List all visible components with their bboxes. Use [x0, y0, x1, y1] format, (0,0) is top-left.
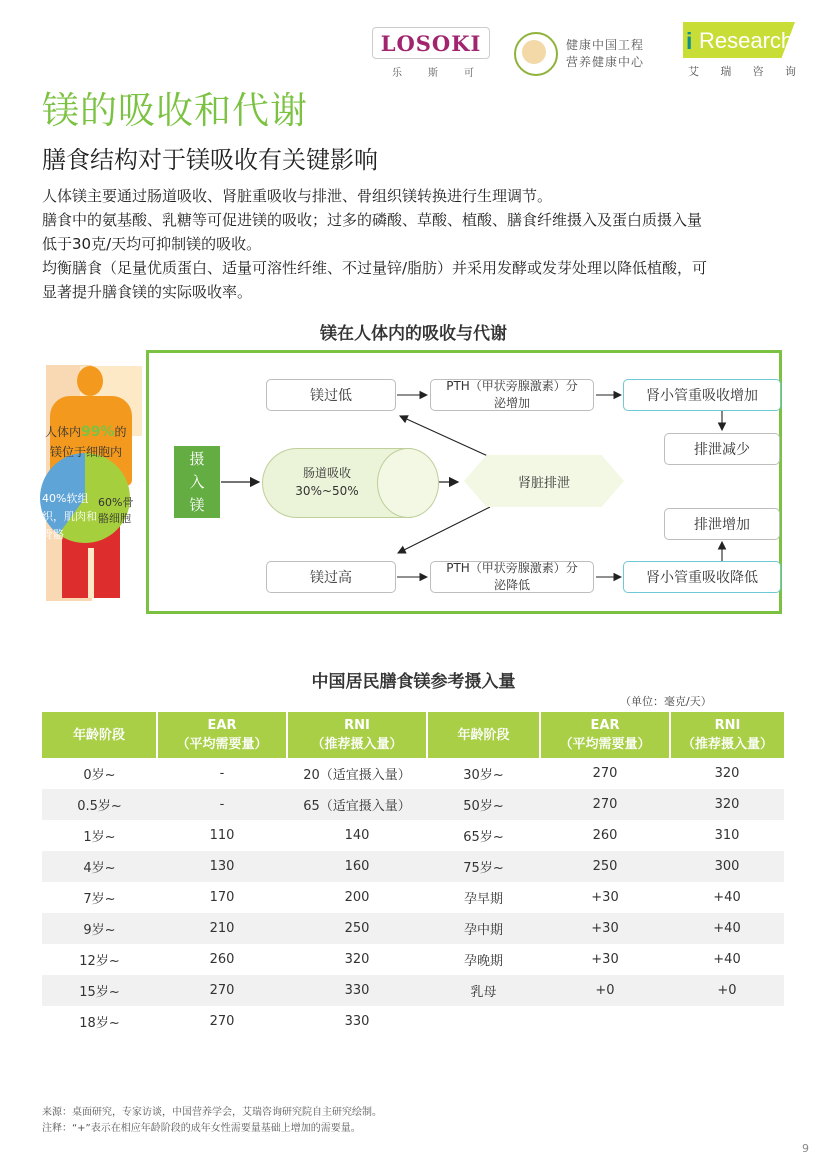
- table-row: [42, 758, 784, 789]
- table-cell: 0.5岁~: [42, 789, 157, 820]
- table-cell: 孕中期: [427, 913, 540, 944]
- intestine-label: [282, 464, 372, 500]
- table-cell: [427, 1006, 540, 1037]
- header-text: EAR: [590, 718, 620, 733]
- table-header-row: [42, 712, 784, 758]
- header-subtext: （平均需要量）: [559, 737, 651, 752]
- intestine-cylinder-end: [377, 448, 439, 518]
- table-row: [42, 851, 784, 882]
- losoki-sub-char: 斯: [428, 68, 438, 79]
- header-subtext: （推荐摄入量）: [681, 737, 773, 752]
- table-cell: +0: [540, 975, 670, 1006]
- table-cell: 160: [287, 851, 427, 882]
- table-cell: 270: [209, 1014, 235, 1029]
- table-cell: 300: [670, 851, 784, 882]
- paragraph-line: 膳食中的氨基酸、乳糖等可促进镁的吸收；过多的磷酸、草酸、植酸、膳食纤维摄入及蛋白质摄入量: [42, 211, 703, 229]
- body-caption-suffix: 的: [114, 425, 127, 439]
- table-cell: 320: [714, 766, 740, 781]
- intake-char: 入: [189, 472, 205, 491]
- table-title: 中国居民膳食镁参考摄入量: [311, 672, 516, 692]
- figure-title: 镁在人体内的吸收与代谢: [320, 324, 507, 344]
- header-text: 年龄阶段: [72, 727, 125, 743]
- pie-label-bone: 60%骨骼细胞: [98, 496, 134, 525]
- body-caption-percent: 99%: [81, 424, 115, 440]
- table-cell: 320: [670, 789, 784, 820]
- table-row: [42, 882, 784, 913]
- header-age: [427, 712, 540, 758]
- header-text: RNI: [714, 718, 741, 733]
- table-cell: 30岁~: [463, 768, 504, 783]
- table-cell: -: [219, 766, 225, 781]
- table-cell: 270: [592, 766, 618, 781]
- table-cell: +40: [713, 952, 741, 967]
- table-row: [42, 944, 784, 975]
- table-cell: 270: [540, 789, 670, 820]
- header-subtext: （平均需要量）: [176, 737, 268, 752]
- losoki-sub-char: 可: [464, 68, 474, 79]
- iresearch-sub-char: 瑞: [720, 65, 732, 78]
- table-cell: -: [157, 789, 287, 820]
- intestine-label-line: 30%~50%: [295, 484, 359, 498]
- losoki-logo-text: LOSOKI: [380, 30, 482, 56]
- table-cell: 65岁~: [463, 830, 504, 845]
- table-cell: [540, 1006, 670, 1037]
- table-cell: 310: [714, 828, 740, 843]
- intake-box: [174, 446, 220, 518]
- excretion-decrease-box: 排泄减少: [664, 433, 780, 465]
- table-cell: 乳母: [427, 975, 540, 1006]
- table-cell: 50岁~: [427, 789, 540, 820]
- paragraph-line: 显著提升膳食镁的实际吸收率。: [42, 283, 253, 301]
- table-row: [42, 1006, 784, 1037]
- table-unit: （单位：毫克/天）: [620, 695, 712, 708]
- intake-char: 镁: [189, 495, 205, 514]
- table-row: [42, 975, 784, 1006]
- header-ear: [540, 712, 670, 758]
- losoki-sub-char: 乐: [392, 68, 402, 79]
- reabsorb-increase-box: 肾小管重吸收增加: [623, 379, 781, 411]
- table-cell: 65（适宜摄入量）: [287, 789, 427, 820]
- table-cell: +30: [591, 952, 619, 967]
- body-caption-prefix: 人体内: [45, 425, 82, 439]
- header-text: RNI: [344, 718, 370, 733]
- header-text: 年龄阶段: [457, 727, 510, 743]
- table-cell: [670, 1006, 784, 1037]
- table-cell: +30: [540, 913, 670, 944]
- table-cell: 130: [157, 851, 287, 882]
- iresearch-sub-char: 艾: [688, 65, 699, 78]
- table-cell: 330: [344, 1014, 370, 1029]
- table-row: [42, 820, 784, 851]
- table-cell: 250: [287, 913, 427, 944]
- paragraph-line: 低于30克/天均可抑制镁的吸收。: [42, 235, 262, 253]
- body-caption-line2: 镁位于细胞内: [50, 445, 123, 459]
- table-cell: +30: [591, 890, 619, 905]
- table-cell: 75岁~: [427, 851, 540, 882]
- table-cell: 0岁~: [83, 768, 116, 783]
- table-cell: 110: [209, 828, 235, 843]
- table-cell: 260: [209, 952, 235, 967]
- table-cell: 孕早期: [463, 892, 503, 907]
- table-cell: 1岁~: [83, 830, 116, 845]
- header-age: [42, 712, 157, 758]
- paragraph-line: 均衡膳食（足量优质蛋白、适量可溶性纤维、不过量锌/脂肪）并采用发酵或发芽处理以降低植酸，可: [42, 259, 708, 277]
- header-text: EAR: [207, 718, 237, 733]
- table-cell: 20（适宜摄入量）: [303, 768, 411, 783]
- table-cell: 孕晚期: [463, 954, 503, 969]
- magnesium-intake-table: [42, 712, 784, 1037]
- intake-char: 摄: [189, 449, 205, 468]
- table-cell: 270: [157, 975, 287, 1006]
- table-cell: 260: [592, 828, 618, 843]
- pth-decrease-line: PTH（甲状旁腺激素）分: [446, 561, 578, 575]
- iresearch-logo-word: Research: [699, 28, 794, 53]
- table-cell: 210: [157, 913, 287, 944]
- table-cell: 200: [344, 890, 370, 905]
- health-center-name-line2: 营养健康中心: [566, 55, 645, 69]
- iresearch-sub-char: 询: [784, 65, 796, 78]
- page-title: 镁的吸收和代谢: [42, 89, 308, 132]
- table-cell: 7岁~: [83, 892, 116, 907]
- header-rni: [287, 712, 427, 758]
- pth-increase-box: [430, 379, 594, 411]
- table-cell: 330: [287, 975, 427, 1006]
- high-magnesium-box: 镁过高: [266, 561, 396, 593]
- header-subtext: （推荐摄入量）: [311, 737, 403, 752]
- table-cell: +40: [670, 913, 784, 944]
- pie-label-soft-tissue: 40%软组织，肌肉和骨骼: [42, 492, 97, 541]
- excretion-increase-box: 排泄增加: [664, 508, 780, 540]
- health-center-name-line1: 健康中国工程: [566, 38, 645, 52]
- header-ear: [157, 712, 287, 758]
- reabsorb-decrease-box: 肾小管重吸收降低: [623, 561, 781, 593]
- iresearch-logo-i: i: [686, 28, 693, 54]
- kidney-label: 肾脏排泄: [517, 476, 570, 491]
- table-row: [42, 913, 784, 944]
- page-subtitle: 膳食结构对于镁吸收有关键影响: [42, 146, 378, 174]
- table-cell: 170: [209, 890, 235, 905]
- pth-increase-line: 泌增加: [493, 396, 530, 410]
- header-rni: [670, 712, 784, 758]
- table-cell: +40: [713, 890, 741, 905]
- iresearch-sub-char: 咨: [752, 65, 764, 78]
- footnote: 注释：“+”表示在相应年龄阶段的成年女性需要量基础上增加的需要量。: [42, 1123, 361, 1134]
- table-cell: 12岁~: [79, 954, 120, 969]
- table-cell: 15岁~: [42, 975, 157, 1006]
- table-cell: 9岁~: [42, 913, 157, 944]
- pth-decrease-line: 泌降低: [493, 578, 530, 592]
- table-cell: 250: [540, 851, 670, 882]
- low-magnesium-box: 镁过低: [266, 379, 396, 411]
- table-cell: 4岁~: [42, 851, 157, 882]
- intestine-label-line: 肠道吸收: [302, 466, 351, 480]
- paragraph-line: 人体镁主要通过肠道吸收、肾脏重吸收与排泄、骨组织镁转换进行生理调节。: [42, 187, 553, 205]
- source-note: 来源：桌面研究，专家访谈，中国营养学会，艾瑞咨询研究院自主研究绘制。: [42, 1107, 382, 1118]
- table-cell: +0: [670, 975, 784, 1006]
- pth-increase-line: PTH（甲状旁腺激素）分: [446, 379, 578, 393]
- table-cell: 140: [344, 828, 370, 843]
- table-row: [42, 789, 784, 820]
- table-cell: 18岁~: [79, 1016, 120, 1031]
- page-number: 9: [802, 1142, 809, 1155]
- pth-decrease-box: [430, 561, 594, 593]
- table-cell: 320: [344, 952, 370, 967]
